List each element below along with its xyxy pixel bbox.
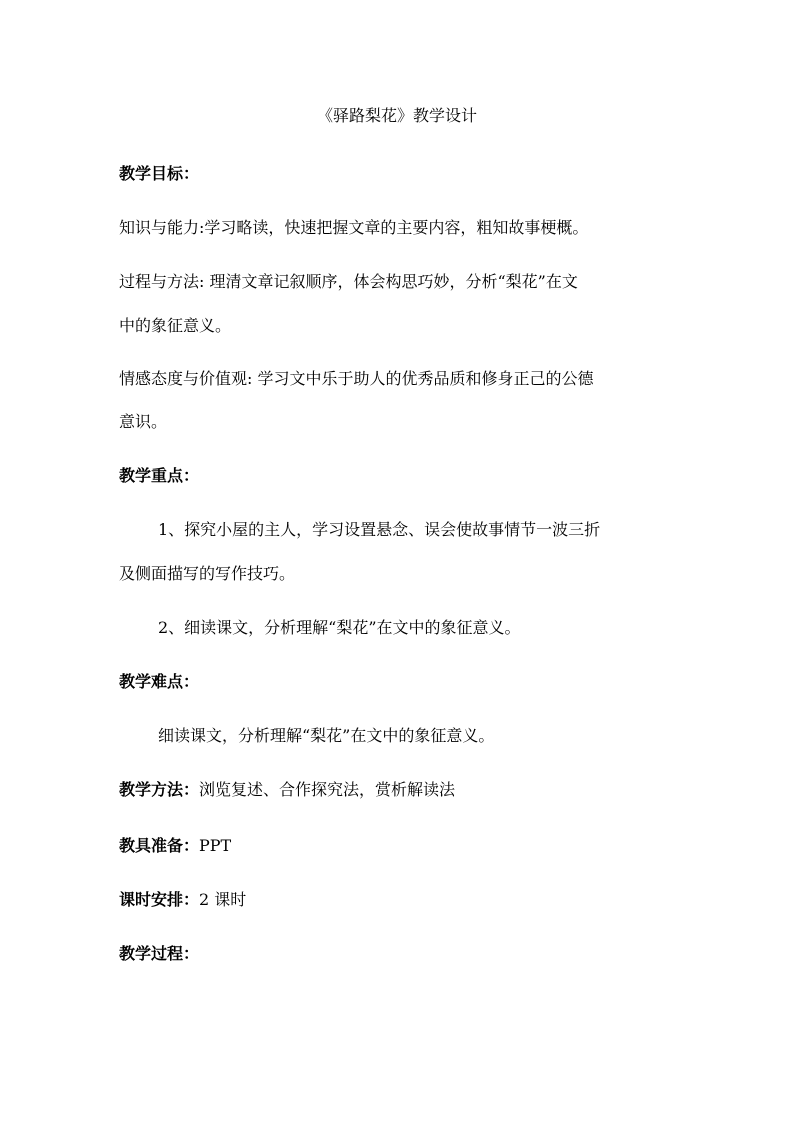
document-title: 《驿路梨花》教学设计 bbox=[316, 106, 477, 125]
method-label: 教学方法： bbox=[119, 780, 200, 799]
method-value: 浏览复述、合作探究法，赏析解读法 bbox=[199, 780, 456, 799]
schedule-label: 课时安排： bbox=[119, 890, 200, 909]
goal-emotion-line-2: 意识。 bbox=[119, 412, 168, 431]
key-points-heading: 教学重点： bbox=[119, 466, 200, 485]
tools-label: 教具准备： bbox=[119, 836, 200, 855]
process-heading: 教学过程： bbox=[119, 944, 200, 963]
key-point-2: 2、细读课文，分析理解“梨花”在文中的象征意义。 bbox=[158, 618, 521, 637]
tools-row bbox=[119, 836, 231, 856]
method-row bbox=[119, 780, 455, 800]
goal-process-line-2: 中的象征意义。 bbox=[119, 316, 232, 335]
key-point-1-line-1: 1、探究小屋的主人，学习设置悬念、误会使故事情节一波三折 bbox=[158, 520, 601, 539]
goals-heading: 教学目标： bbox=[119, 164, 200, 183]
goal-emotion-line-1: 情感态度与价值观: 学习文中乐于助人的优秀品质和修身正己的公德 bbox=[119, 369, 594, 388]
goal-process-line-1: 过程与方法: 理清文章记叙顺序，体会构思巧妙，分析“梨花”在文 bbox=[119, 272, 578, 291]
difficulty-text: 细读课文，分析理解“梨花”在文中的象征意义。 bbox=[158, 726, 495, 745]
tools-value: PPT bbox=[199, 836, 232, 855]
schedule-value: 2 课时 bbox=[199, 890, 247, 909]
key-point-1-line-2: 及侧面描写的写作技巧。 bbox=[119, 564, 296, 583]
goal-knowledge: 知识与能力:学习略读，快速把握文章的主要内容，粗知故事梗概。 bbox=[119, 218, 589, 237]
schedule-row bbox=[119, 890, 246, 910]
difficulty-heading: 教学难点： bbox=[119, 672, 200, 691]
